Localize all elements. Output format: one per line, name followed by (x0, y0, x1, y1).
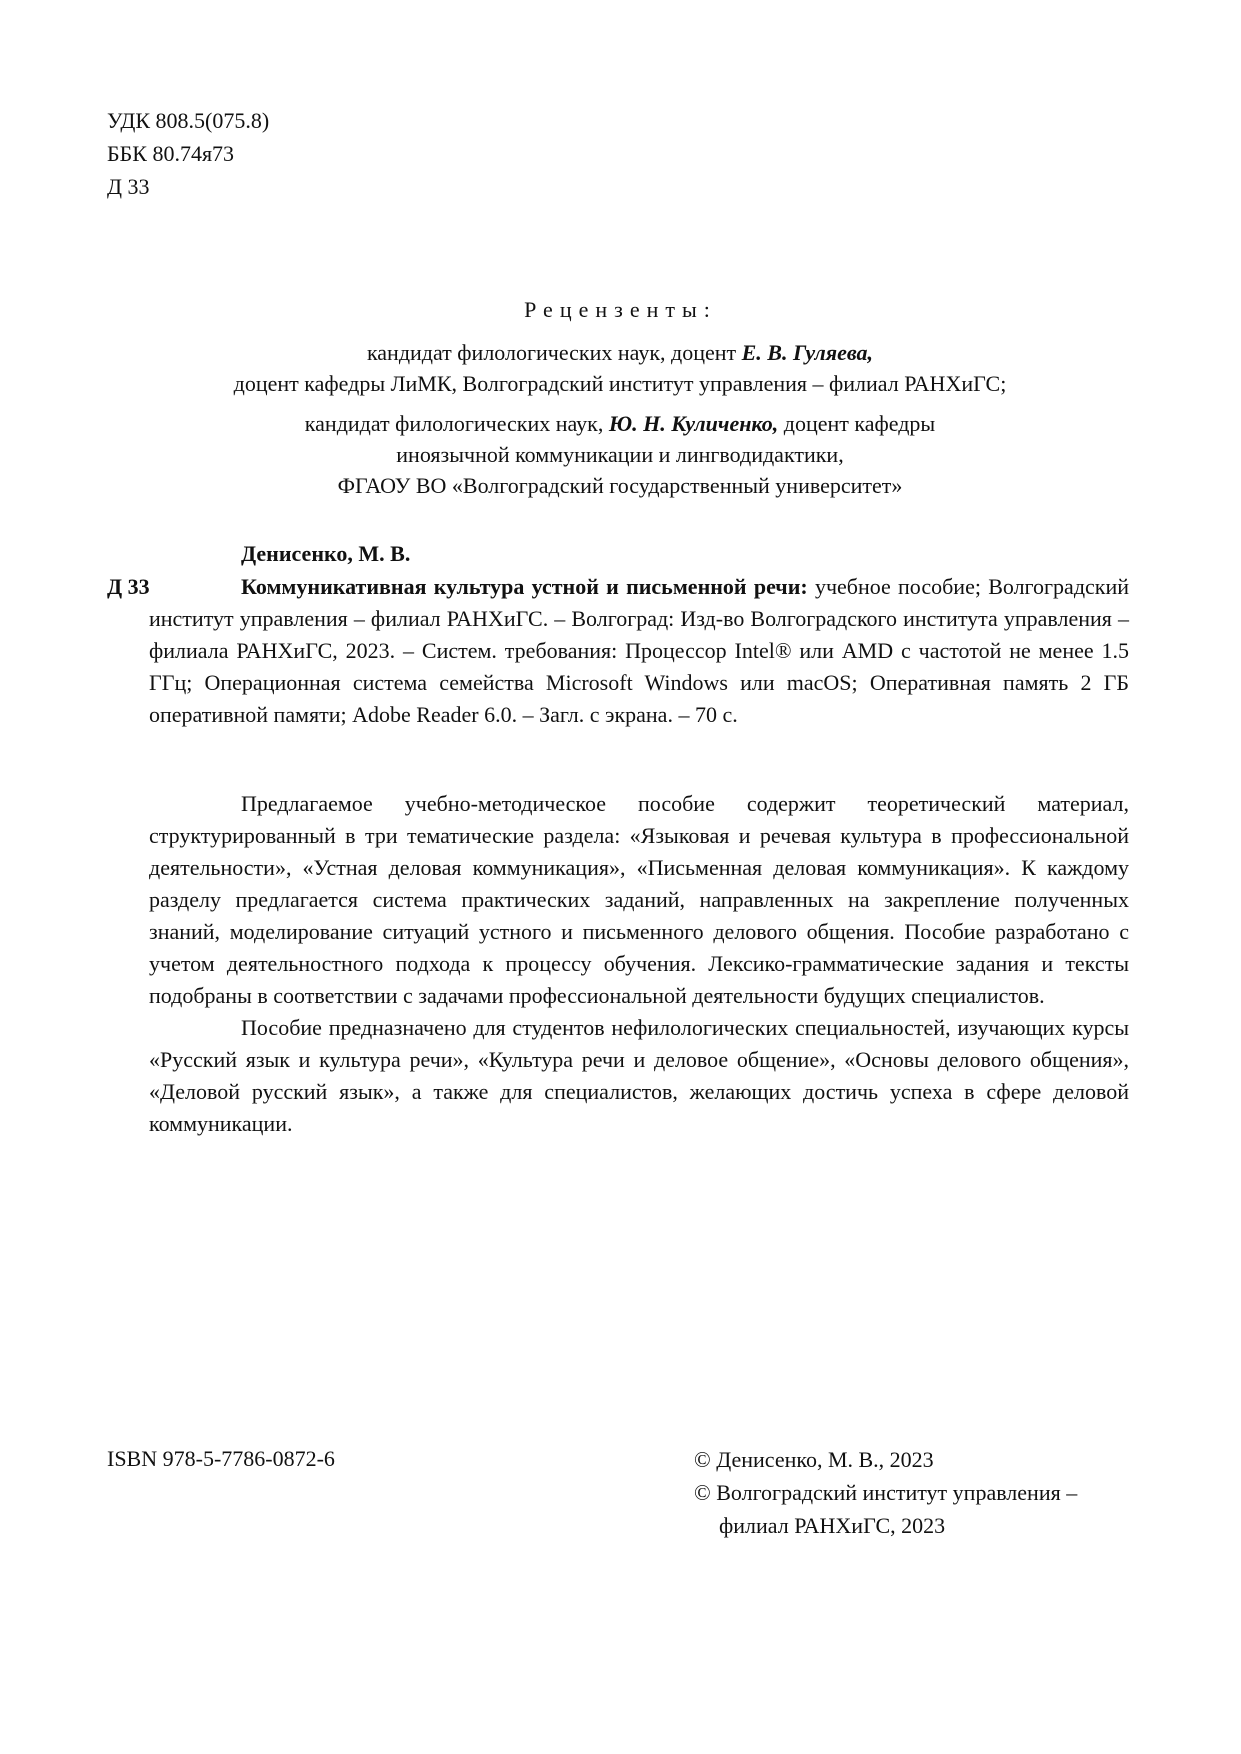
bibliographic-record (149, 571, 1129, 731)
bibliography-code: Д 33 (107, 574, 150, 599)
abstract (149, 788, 1129, 1140)
reviewer-2-line-1 (120, 408, 1120, 439)
reviewer-1-line-1 (120, 337, 1120, 368)
reviewers-heading: Рецензенты: (524, 297, 717, 322)
copyright-block (694, 1443, 1077, 1542)
reviewer-1-name: Е. В. Гуляева, (741, 340, 874, 365)
copyright-publisher-line-2: филиал РАНХиГС, 2023 (719, 1513, 946, 1538)
udk-code: УДК 808.5(075.8) (107, 108, 270, 133)
reviewer-2 (120, 408, 1120, 501)
abstract-paragraph-1: Предлагаемое учебно-методическое пособие содержит теоретический материал, структурированный в три тематические раздела: «Языковая и речевая культура в профессиональной деятельности», «Устная деловая коммуникация», «Письменная деловая коммуникация». К каждому разделу предлагается система практических заданий, направленных на закрепление полученных знаний, моделирование ситуаций устного и письменного делового общения. Пособие разработано с учетом деятельностного подхода к процессу обучения. Лексико-грамматические задания и тексты подобраны в соответствии с задачами профессиональной деятельности будущих специалистов. (149, 791, 1129, 1008)
bbk-code: ББК 80.74я73 (107, 141, 235, 166)
reviewer-2-name: Ю. Н. Куличенко, (608, 411, 779, 436)
author-mark: Д 33 (107, 174, 150, 199)
copyright-publisher-line-1: © Волгоградский институт управления – (694, 1480, 1078, 1505)
isbn: ISBN 978-5-7786-0872-6 (107, 1446, 335, 1471)
reviewer-2-prefix: кандидат филологических наук, (304, 411, 609, 436)
bibliographic-text (149, 571, 1129, 731)
reviewer-1 (120, 337, 1120, 399)
copyright-author: © Денисенко, М. В., 2023 (694, 1447, 934, 1472)
reviewer-2-line-3: ФГАОУ ВО «Волгоградский государственный университет» (337, 473, 903, 498)
reviewer-2-suffix: доцент кафедры (778, 411, 936, 436)
abstract-paragraph-2: Пособие предназначено для студентов нефилологических специальностей, изучающих курсы «Русский язык и культура речи», «Культура речи и деловое общение», «Основы делового общения», «Деловой русский язык», а также для специалистов, желающих достичь успеха в сфере деловой коммуникации. (149, 1015, 1129, 1136)
book-title: Коммуникативная культура устной и письменной речи: (241, 574, 808, 599)
classification-codes (107, 104, 269, 203)
book-author: Денисенко, М. В. (241, 541, 411, 566)
reviewer-1-line-2: доцент кафедры ЛиМК, Волгоградский институт управления – филиал РАНХиГС; (233, 371, 1007, 396)
reviewer-2-line-2: иноязычной коммуникации и лингводидактики, (396, 442, 844, 467)
book-details: учебное пособие; Волгоградский институт управления – филиал РАНХиГС. – Волгоград: Изд-во Волгоградского института управления – филиала РАНХиГС, 2023. – Систем. требования: Процессор Intel® или AMD с частотой не менее 1.5 ГГц; Операционная система семейства Microsoft Windows или macOS; Оперативная память 2 ГБ оперативной памяти; Adobe Reader 6.0. – Загл. с экрана. – 70 с. (149, 574, 1130, 727)
reviewer-1-prefix: кандидат филологических наук, доцент (366, 340, 742, 365)
